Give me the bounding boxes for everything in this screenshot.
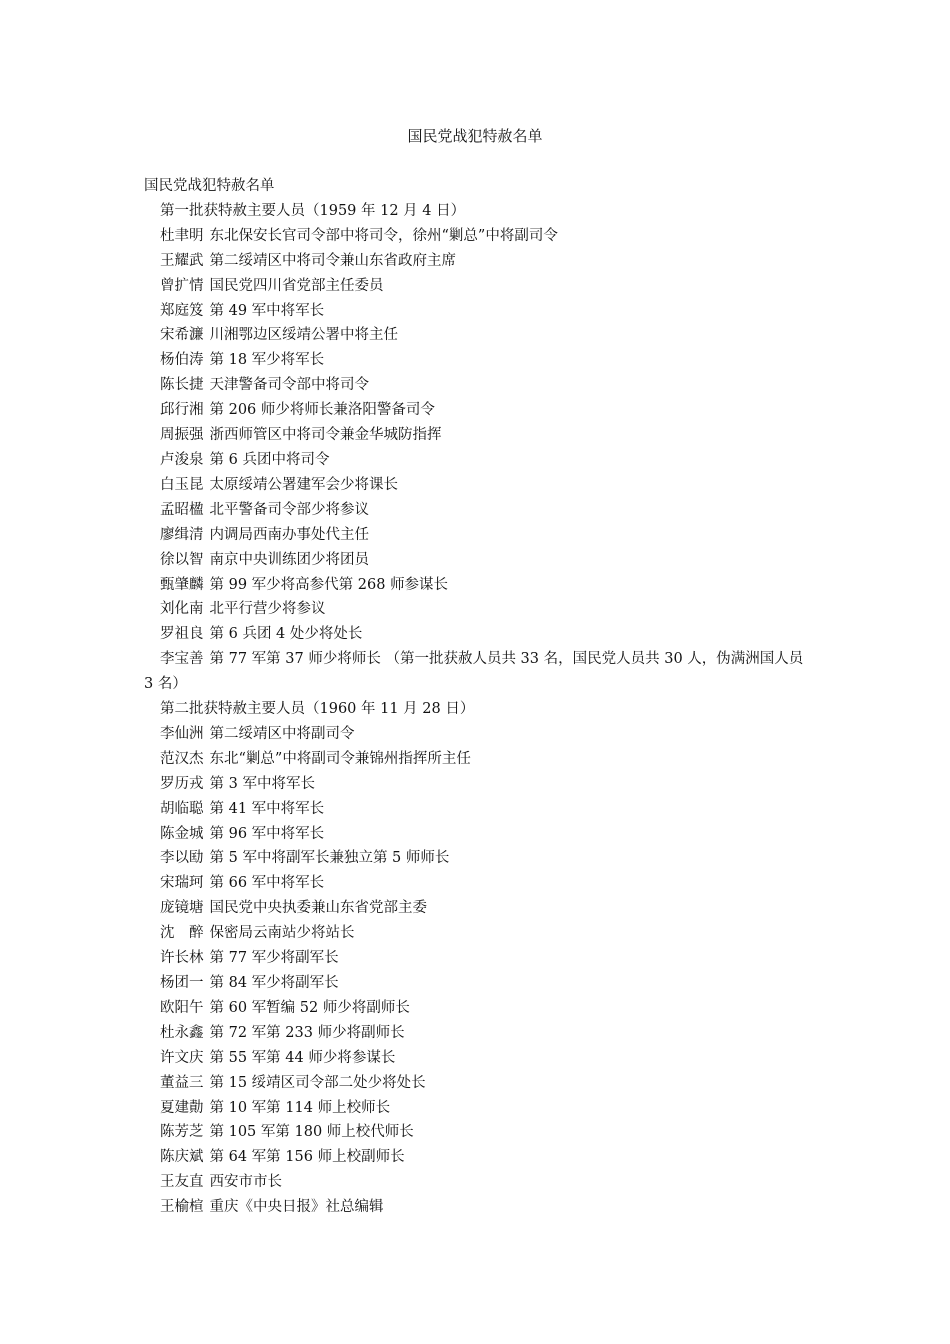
person-name: 庞镜塘 [160, 900, 204, 917]
person-position: 第 3 军中将军长 [209, 775, 315, 792]
person-name: 夏建勣 [160, 1099, 204, 1116]
person-name: 宋瑞珂 [160, 875, 204, 892]
person-position: 浙西师管区中将司令兼金华城防指挥 [209, 427, 442, 444]
person-position: 第 77 军第 37 师少将师长 （第一批获赦人员共 33 名，国民党人员共 30 人，伪满洲国人员 3 名） [144, 651, 804, 693]
person-name: 胡临聪 [160, 800, 204, 817]
list-item [144, 1145, 804, 1170]
person-name: 郑庭笈 [160, 302, 204, 319]
person-name: 王榆楦 [160, 1199, 204, 1216]
person-name: 许长林 [160, 950, 204, 967]
person-position: 内调局西南办事处代主任 [209, 526, 369, 543]
person-position: 第 6 兵团 4 处少将处长 [209, 626, 363, 643]
list-item [144, 1120, 804, 1145]
person-name: 周振强 [160, 427, 204, 444]
person-name: 范汉杰 [160, 750, 204, 767]
person-position: 第 66 军中将军长 [209, 875, 325, 892]
person-name: 陈芳芝 [160, 1124, 204, 1141]
person-name: 徐以智 [160, 551, 204, 568]
list-item [144, 224, 804, 249]
list-item [144, 1046, 804, 1071]
person-position: 第 6 兵团中将司令 [209, 451, 330, 468]
list-item [144, 274, 804, 299]
person-position: 第 10 军第 114 师上校师长 [209, 1099, 391, 1116]
person-position: 第 55 军第 44 师少将参谋长 [209, 1049, 396, 1066]
person-position: 第 72 军第 233 师少将副师长 [209, 1024, 405, 1041]
list-item [144, 523, 804, 548]
list-item [144, 448, 804, 473]
person-position: 第 15 绥靖区司令部二处少将处长 [209, 1074, 426, 1091]
batch1-header: 第一批获特赦主要人员（1959 年 12 月 4 日） [160, 202, 466, 219]
list-item [144, 1021, 804, 1046]
list-item [144, 822, 804, 847]
list-item [144, 946, 804, 971]
person-name: 邱行湘 [160, 402, 204, 419]
person-position: 南京中央训练团少将团员 [209, 551, 369, 568]
page-title: 国民党战犯特赦名单 [407, 127, 543, 145]
list-item [144, 323, 804, 348]
list-item [144, 299, 804, 324]
list-item [144, 373, 804, 398]
person-position: 国民党中央执委兼山东省党部主委 [209, 900, 427, 917]
person-position: 第 105 军第 180 师上校代师长 [209, 1124, 414, 1141]
person-position: 川湘鄂边区绥靖公署中将主任 [209, 327, 398, 344]
list-item [144, 896, 804, 921]
person-position: 第 64 军第 156 师上校副师长 [209, 1149, 405, 1166]
person-name: 杜聿明 [160, 227, 204, 244]
person-position: 保密局云南站少将站长 [209, 925, 355, 942]
list-item [144, 1071, 804, 1096]
person-position: 第 206 师少将师长兼洛阳警备司令 [209, 402, 435, 419]
person-position: 东北保安长官司令部中将司令，徐州“剿总”中将副司令 [209, 227, 558, 244]
person-position: 第 49 军中将军长 [209, 302, 325, 319]
person-name: 罗祖良 [160, 626, 204, 643]
person-name: 董益三 [160, 1074, 204, 1091]
person-position: 第 84 军少将副军长 [209, 975, 339, 991]
person-position: 北平警备司令部少将参议 [209, 501, 369, 518]
batch2-header: 第二批获特赦主要人员（1960 年 11 月 28 日） [160, 701, 475, 718]
person-name: 卢浚泉 [160, 451, 204, 468]
person-position: 第 18 军少将军长 [209, 352, 325, 369]
list-item [144, 398, 804, 423]
list-item [144, 747, 804, 772]
person-position: 西安市市长 [209, 1174, 282, 1191]
person-position: 第 60 军暂编 52 师少将副师长 [209, 999, 410, 1016]
person-name: 李宝善 [160, 651, 204, 668]
person-position: 东北“剿总”中将副司令兼锦州指挥所主任 [209, 750, 471, 767]
list-item [144, 921, 804, 946]
list-item [144, 871, 804, 896]
person-position: 第 5 军中将副军长兼独立第 5 师师长 [209, 850, 450, 867]
person-name: 杜永鑫 [160, 1024, 204, 1041]
list-item [144, 622, 804, 647]
list-item [144, 996, 804, 1021]
person-name: 许文庆 [160, 1049, 204, 1066]
person-name: 陈金城 [160, 825, 204, 842]
person-position: 第 99 军少将高参代第 268 师参谋长 [209, 576, 449, 593]
batch2-list [144, 722, 804, 1220]
person-name: 欧阳午 [160, 999, 204, 1016]
list-item [144, 249, 804, 274]
list-item [144, 797, 804, 822]
person-name: 甄肇麟 [160, 576, 204, 593]
person-position: 第二绥靖区中将司令兼山东省政府主席 [209, 252, 456, 269]
person-name: 李以劻 [160, 850, 204, 867]
person-position: 第 77 军少将副军长 [209, 950, 339, 967]
list-item [144, 498, 804, 523]
person-position: 北平行营少将参议 [209, 601, 326, 618]
person-name: 刘化南 [160, 601, 204, 618]
person-name: 廖缉清 [160, 526, 204, 543]
person-name: 宋希濂 [160, 327, 204, 344]
list-item [144, 548, 804, 573]
person-position: 第 41 军中将军长 [209, 800, 325, 817]
person-name: 白玉昆 [160, 476, 204, 493]
person-name: 王耀武 [160, 252, 204, 269]
person-name: 沈 醉 [160, 925, 204, 942]
person-position: 重庆《中央日报》社总编辑 [209, 1199, 384, 1216]
list-item [144, 1195, 804, 1220]
person-name: 杨伯涛 [160, 352, 204, 369]
person-name: 杨团一 [160, 975, 204, 991]
person-name: 罗历戎 [160, 775, 204, 792]
list-item [144, 597, 804, 622]
list-item [144, 1096, 804, 1121]
list-item [144, 772, 804, 797]
list-item [144, 722, 804, 747]
list-item [144, 423, 804, 448]
list-item [144, 971, 804, 996]
document-body [144, 174, 804, 1220]
list-item [144, 647, 804, 697]
batch1-list [144, 224, 804, 697]
person-name: 孟昭楹 [160, 501, 204, 518]
person-position: 第二绥靖区中将副司令 [209, 725, 355, 742]
person-name: 陈庆斌 [160, 1149, 204, 1166]
person-position: 太原绥靖公署建军会少将课长 [209, 476, 398, 493]
list-item [144, 348, 804, 373]
person-name: 曾扩情 [160, 277, 204, 294]
person-name: 王友直 [160, 1174, 204, 1191]
list-item [144, 473, 804, 498]
list-item [144, 573, 804, 598]
document-heading: 国民党战犯特赦名单 [144, 178, 275, 194]
person-position: 天津警备司令部中将司令 [209, 377, 369, 394]
person-name: 陈长捷 [160, 377, 204, 394]
person-position: 第 96 军中将军长 [209, 825, 325, 842]
list-item [144, 846, 804, 871]
person-position: 国民党四川省党部主任委员 [209, 277, 384, 294]
list-item [144, 1170, 804, 1195]
person-name: 李仙洲 [160, 725, 204, 742]
